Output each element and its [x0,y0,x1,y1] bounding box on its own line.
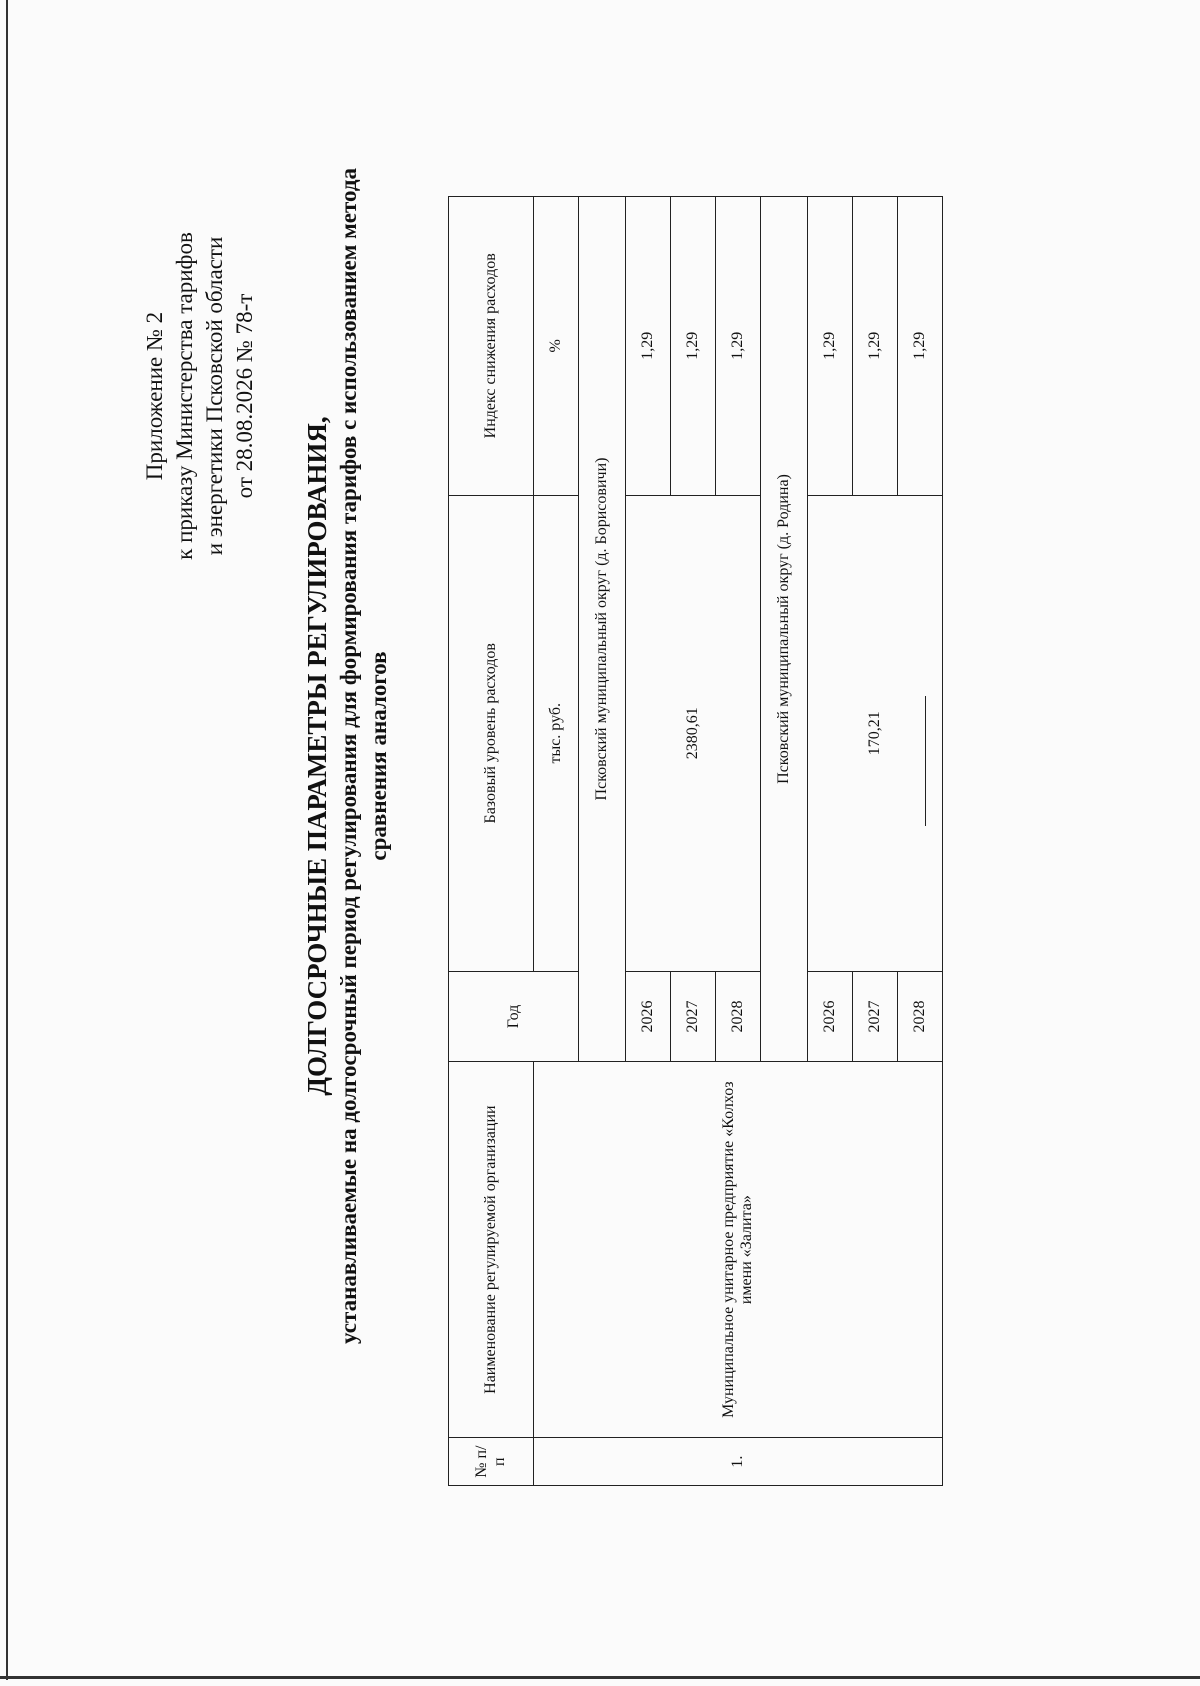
cell-base-level: 2380,61 [626,495,761,971]
title-subtitle-line1: устанавливаемые на долгосрочный период регулирования для формирования тарифов с использованием метода [336,168,361,1344]
header-base-level: Базовый уровень расходов [449,495,534,971]
cell-year: 2026 [808,971,853,1061]
cell-year: 2027 [853,971,898,1061]
cell-org-name: Муниципальное унитарное предприятие «Колхоз имени «Залита» [534,1061,943,1437]
cell-year: 2026 [626,971,671,1061]
closing-separator-line [925,696,926,826]
header-organization: Наименование регулируемой организации [449,1061,534,1437]
cell-reduction-index: 1,29 [853,197,898,496]
table-header-row [449,197,534,1486]
cell-year: 2028 [716,971,761,1061]
cell-year: 2027 [671,971,716,1061]
region-name: Псковский муниципальный округ (д. Родина) [761,197,808,1062]
appendix-ministry: и энергетики Псковской области [202,236,227,556]
appendix-number: Приложение № 2 [142,311,167,481]
table-units-row [534,197,579,1486]
cell-reduction-index: 1,29 [898,197,943,496]
region-name: Псковский муниципальный округ (д. Борисовичи) [579,197,626,1062]
appendix-date: от 28.08.2026 № 78-т [232,293,257,499]
title-subtitle-line2: сравнения аналогов [366,651,391,861]
document-title [300,106,394,1406]
cell-org-number: 1. [534,1438,943,1486]
appendix-block [140,186,260,606]
header-reduction-index: Индекс снижения расходов [449,197,534,496]
title-main: ДОЛГОСРОЧНЫЕ ПАРАМЕТРЫ РЕГУЛИРОВАНИЯ, [302,416,332,1096]
unit-reduction-index: % [534,197,579,496]
cell-reduction-index: 1,29 [808,197,853,496]
cell-reduction-index: 1,29 [626,197,671,496]
parameters-table [448,196,943,1486]
header-number: № п/п [449,1438,534,1486]
cell-base-level: 170,21 [808,495,943,971]
cell-reduction-index: 1,29 [671,197,716,496]
cell-year: 2028 [898,971,943,1061]
header-year: Год [449,971,579,1061]
cell-reduction-index: 1,29 [716,197,761,496]
appendix-order-ref: к приказу Министерства тарифов [172,232,197,560]
unit-base-level: тыс. руб. [534,495,579,971]
